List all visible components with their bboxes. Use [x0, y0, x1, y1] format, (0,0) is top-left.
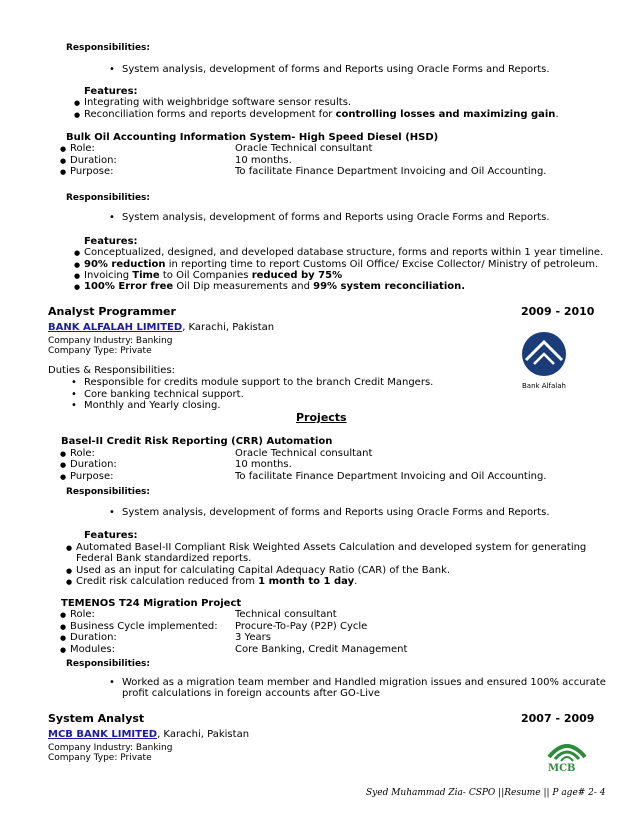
detail-label: ● Duration:: [70, 459, 117, 471]
job-years: 2007 - 2009: [521, 712, 595, 725]
company-line: BANK ALFALAH LIMITED, Karachi, Pakistan: [48, 322, 275, 333]
bank-alfalah-logo: [520, 330, 568, 378]
responsibility-item-continued: profit calculations in foreign accounts after GO-Live: [122, 688, 381, 699]
job-title: System Analyst: [48, 712, 145, 725]
responsibilities-label: Responsibilities:: [66, 193, 151, 203]
bank-alfalah-logo-icon: [520, 330, 568, 378]
company-link[interactable]: MCB BANK LIMITED: [48, 729, 158, 740]
responsibilities-label: Responsibilities:: [66, 487, 151, 497]
detail-value: Oracle Technical consultant: [235, 143, 373, 154]
responsibilities-label: Responsibilities:: [66, 659, 151, 669]
company-type: Company Type: Private: [48, 346, 152, 356]
responsibilities-label: Responsibilities:: [66, 43, 151, 53]
company-type: Company Type: Private: [48, 753, 152, 763]
duty-item: • Monthly and Yearly closing.: [84, 400, 221, 412]
feature-item: ● Automated Basel-II Compliant Risk Weighted Assets Calculation and developed system for generating: [76, 542, 586, 554]
feature-item: ● Conceptualized, designed, and developed database structure, forms and reports within 1 year timeline.: [84, 247, 603, 259]
feature-item: ● 100% Error free Oil Dip measurements and 99% system reconciliation.: [84, 281, 465, 293]
detail-label: ● Purpose:: [70, 471, 114, 483]
company-link[interactable]: BANK ALFALAH LIMITED: [48, 322, 183, 333]
responsibility-item: • System analysis, development of forms and Reports using Oracle Forms and Reports.: [122, 212, 550, 224]
features-label: Features:: [84, 86, 138, 97]
duties-label: Duties & Responsibilities:: [48, 365, 176, 376]
job-title: Analyst Programmer: [48, 305, 176, 318]
detail-label: ● Role:: [70, 143, 95, 155]
mcb-logo-text: MCB: [548, 763, 576, 774]
bank-alfalah-logo-text: Bank Alfalah: [522, 382, 566, 390]
company-industry: Company Industry: Banking: [48, 336, 173, 346]
project-title-hsd: Bulk Oil Accounting Information System- High Speed Diesel (HSD): [66, 132, 439, 143]
feature-item-continued: Federal Bank standardized reports.: [76, 553, 252, 564]
detail-value: 10 months.: [235, 459, 292, 470]
responsibility-item: • Worked as a migration team member and Handled migration issues and ensured 100% accurate: [122, 677, 606, 689]
detail-label: ● Business Cycle implemented:: [70, 621, 218, 633]
detail-label: ● Modules:: [70, 644, 115, 656]
feature-item: ● Reconciliation forms and reports development for controlling losses and maximizing gain.: [84, 109, 559, 121]
responsibility-item: • System analysis, development of forms and Reports using Oracle Forms and Reports.: [122, 507, 550, 519]
feature-item: ● Credit risk calculation reduced from 1 month to 1 day.: [76, 576, 357, 588]
duty-item: • Responsible for credits module support to the branch Credit Mangers.: [84, 377, 433, 389]
job-years: 2009 - 2010: [521, 305, 595, 318]
company-industry: Company Industry: Banking: [48, 743, 173, 753]
project-title-t24: TEMENOS T24 Migration Project: [61, 598, 242, 609]
detail-label: ● Purpose:: [70, 166, 114, 178]
responsibility-item: • System analysis, development of forms and Reports using Oracle Forms and Reports.: [122, 64, 550, 76]
feature-item: ● 90% reduction in reporting time to report Customs Oil Office/ Excise Collector/ Ministry of petroleum.: [84, 259, 598, 271]
project-title-crr: Basel-II Credit Risk Reporting (CRR) Automation: [61, 436, 333, 447]
detail-value: 3 Years: [235, 632, 271, 643]
detail-value: Technical consultant: [235, 609, 337, 620]
feature-item: ● Used as an input for calculating Capital Adequacy Ratio (CAR) of the Bank.: [76, 565, 450, 577]
detail-value: To facilitate Finance Department Invoicing and Oil Accounting.: [235, 166, 547, 177]
features-label: Features:: [84, 236, 138, 247]
detail-value: Procure-To-Pay (P2P) Cycle: [235, 621, 368, 632]
detail-value: 10 months.: [235, 155, 292, 166]
projects-heading: Projects: [296, 411, 347, 424]
detail-label: ● Duration:: [70, 155, 117, 167]
feature-item: ● Integrating with weighbridge software sensor results.: [84, 97, 351, 109]
features-label: Features:: [84, 530, 138, 541]
page-footer: Syed Muhammad Zia- CSPO ||Resume || P age# 2- 4: [366, 788, 606, 798]
detail-value: To facilitate Finance Department Invoicing and Oil Accounting.: [235, 471, 547, 482]
detail-value: Core Banking, Credit Management: [235, 644, 408, 655]
detail-value: Oracle Technical consultant: [235, 448, 373, 459]
detail-label: ● Role:: [70, 609, 95, 621]
duty-item: • Core banking technical support.: [84, 389, 244, 401]
company-line: MCB BANK LIMITED, Karachi, Pakistan: [48, 729, 250, 740]
mcb-logo-icon: [545, 735, 589, 765]
detail-label: ● Role:: [70, 448, 95, 460]
feature-item: ● Invoicing Time to Oil Companies reduced by 75%: [84, 270, 342, 282]
detail-label: ● Duration:: [70, 632, 117, 644]
